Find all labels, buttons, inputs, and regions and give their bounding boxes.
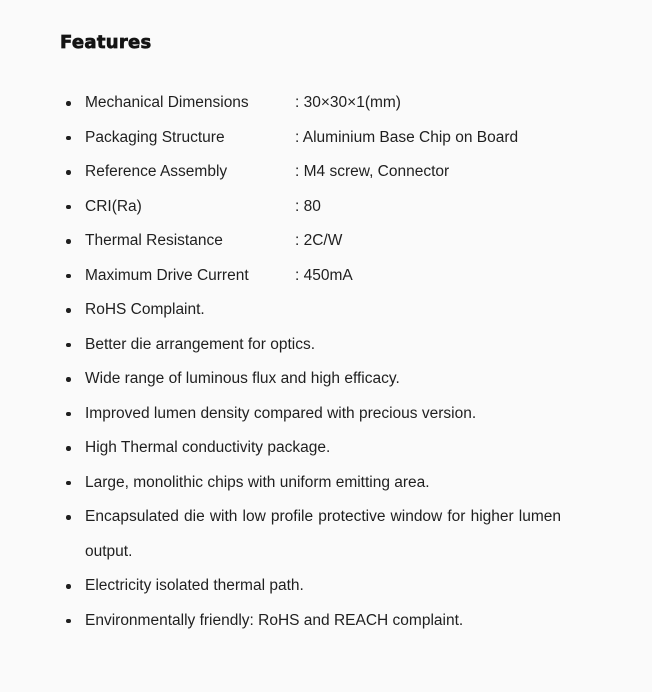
spec-label: Mechanical Dimensions	[85, 94, 249, 111]
bullet-icon	[66, 515, 71, 520]
bullet-icon	[66, 619, 71, 624]
features-page	[0, 33, 652, 692]
spec-value: : 80	[295, 197, 321, 215]
spec-label: CRI(Ra)	[85, 197, 142, 215]
bullet-icon	[66, 101, 71, 106]
bullet-icon	[66, 170, 71, 175]
bullet-icon	[66, 239, 71, 244]
spec-row-thermal-resistance	[60, 224, 652, 259]
feature-text: Wide range of luminous flux and high efficacy.	[85, 370, 400, 387]
spec-value: : 2C/W	[295, 232, 343, 249]
feature-row-lumen-density	[60, 397, 652, 432]
spec-label: Packaging Structure	[85, 128, 225, 146]
feature-text: Better die arrangement for optics.	[85, 335, 316, 353]
feature-text: Electricity isolated thermal path.	[85, 577, 304, 594]
spec-value: : 30×30×1(mm)	[295, 94, 401, 111]
bullet-icon	[66, 136, 71, 141]
spec-row-maximum-drive-current	[60, 259, 652, 294]
feature-row-electricity-isolated	[60, 569, 652, 604]
bullet-icon	[66, 412, 71, 417]
spec-row-reference-assembly	[60, 155, 652, 190]
bullet-icon	[66, 377, 71, 382]
feature-text: RoHS Complaint.	[85, 301, 205, 318]
feature-row-thermal-conductivity	[60, 431, 652, 466]
spec-value: : M4 screw, Connector	[295, 163, 450, 180]
features-list	[0, 86, 652, 638]
bullet-icon	[66, 481, 71, 486]
spec-label: Maximum Drive Current	[85, 266, 249, 284]
feature-row-rohs	[60, 293, 652, 328]
spec-row-packaging-structure	[60, 121, 652, 156]
bullet-icon	[66, 584, 71, 589]
bullet-icon	[66, 446, 71, 451]
feature-row-environmentally-friendly	[60, 604, 652, 639]
bullet-icon	[66, 274, 71, 279]
feature-text: Environmentally friendly: RoHS and REACH complaint.	[85, 611, 464, 629]
feature-row-encapsulated-die	[60, 500, 652, 569]
bullet-icon	[66, 343, 71, 348]
feature-row-luminous-flux	[60, 362, 652, 397]
section-title: Features	[60, 32, 152, 53]
feature-text: Improved lumen density compared with precious version.	[85, 404, 477, 422]
bullet-icon	[66, 308, 71, 313]
spec-value: : Aluminium Base Chip on Board	[295, 128, 519, 146]
spec-row-mechanical-dimensions	[60, 86, 652, 121]
feature-text: High Thermal conductivity package.	[85, 439, 331, 456]
bullet-icon	[66, 205, 71, 210]
feature-text: Large, monolithic chips with uniform emitting area.	[85, 473, 430, 491]
spec-label: Thermal Resistance	[85, 232, 223, 249]
spec-value: : 450mA	[295, 266, 353, 284]
spec-row-cri	[60, 190, 652, 225]
feature-row-monolithic-chips	[60, 466, 652, 501]
spec-label: Reference Assembly	[85, 163, 228, 180]
feature-row-die-arrangement	[60, 328, 652, 363]
feature-text: Encapsulated die with low profile protective window for higher lumen output.	[85, 508, 561, 560]
